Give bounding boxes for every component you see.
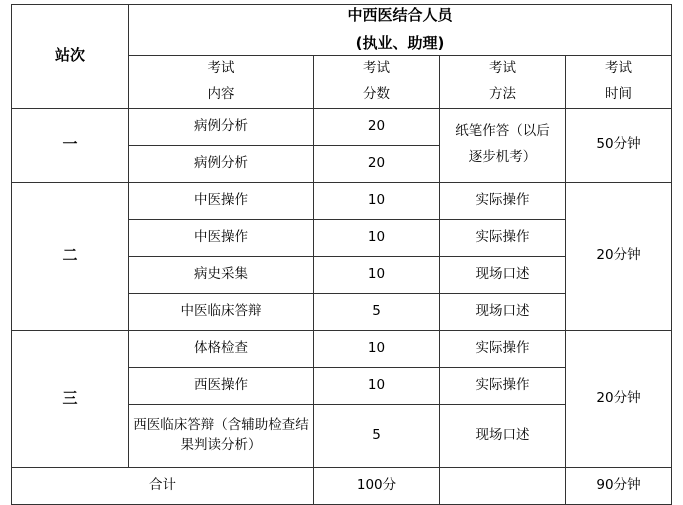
station-label-2: 二 [12, 182, 129, 330]
header-content-col [129, 55, 314, 108]
header-content-line2: 内容 [207, 85, 235, 102]
header-time-line2: 时间 [605, 85, 632, 102]
total-method [440, 467, 566, 504]
header-method-col [440, 55, 566, 108]
row-score: 5 [314, 404, 440, 467]
table-header-row-title [12, 5, 672, 56]
row-content: 中医临床答辩 [129, 293, 314, 330]
row-score: 10 [314, 256, 440, 293]
header-time-col [566, 55, 672, 108]
header-title-line2: (执业、助理) [355, 33, 445, 52]
row-method: 现场口述 [440, 404, 566, 467]
row-score: 20 [314, 145, 440, 182]
header-title-cell [129, 5, 672, 56]
row-method: 实际操作 [440, 182, 566, 219]
station-method-1-line2: 逐步机考） [468, 149, 537, 165]
header-score-col [314, 55, 440, 108]
row-content: 病例分析 [129, 145, 314, 182]
header-title-line1: 中西医结合人员 [347, 6, 453, 24]
header-time-line1: 考试 [605, 59, 632, 76]
station-time-3: 20分钟 [566, 330, 672, 467]
header-method-line2: 方法 [489, 85, 516, 102]
row-method: 实际操作 [440, 219, 566, 256]
row-content: 中医操作 [129, 219, 314, 256]
row-content: 病史采集 [129, 256, 314, 293]
station-method-1-line1: 纸笔作答（以后 [455, 123, 550, 140]
row-score: 20 [314, 108, 440, 145]
header-score-line1: 考试 [363, 59, 390, 76]
row-content: 体格检查 [129, 330, 314, 367]
table-row [12, 108, 672, 145]
total-label: 合计 [12, 467, 314, 504]
row-score: 10 [314, 330, 440, 367]
row-content: 病例分析 [129, 108, 314, 145]
station-time-1: 50分钟 [566, 108, 672, 182]
total-row [12, 467, 672, 504]
header-station-col: 站次 [12, 5, 129, 109]
row-score: 10 [314, 182, 440, 219]
row-content: 西医临床答辩（含辅助检查结果判读分析） [129, 404, 314, 467]
station-time-2: 20分钟 [566, 182, 672, 330]
row-score: 10 [314, 367, 440, 404]
row-method: 实际操作 [440, 367, 566, 404]
row-score: 10 [314, 219, 440, 256]
table-row [12, 182, 672, 219]
header-content-line1: 考试 [207, 59, 235, 76]
row-method: 现场口述 [440, 256, 566, 293]
table-row [12, 330, 672, 367]
station-method-1 [440, 108, 566, 182]
total-score: 100分 [314, 467, 440, 504]
header-method-line1: 考试 [489, 59, 516, 76]
exam-schedule-table [11, 4, 672, 505]
station-label-1: 一 [12, 108, 129, 182]
station-label-3: 三 [12, 330, 129, 467]
row-method: 现场口述 [440, 293, 566, 330]
header-score-line2: 分数 [363, 85, 390, 102]
row-method: 实际操作 [440, 330, 566, 367]
row-content: 中医操作 [129, 182, 314, 219]
total-time: 90分钟 [566, 467, 672, 504]
row-score: 5 [314, 293, 440, 330]
row-content: 西医操作 [129, 367, 314, 404]
